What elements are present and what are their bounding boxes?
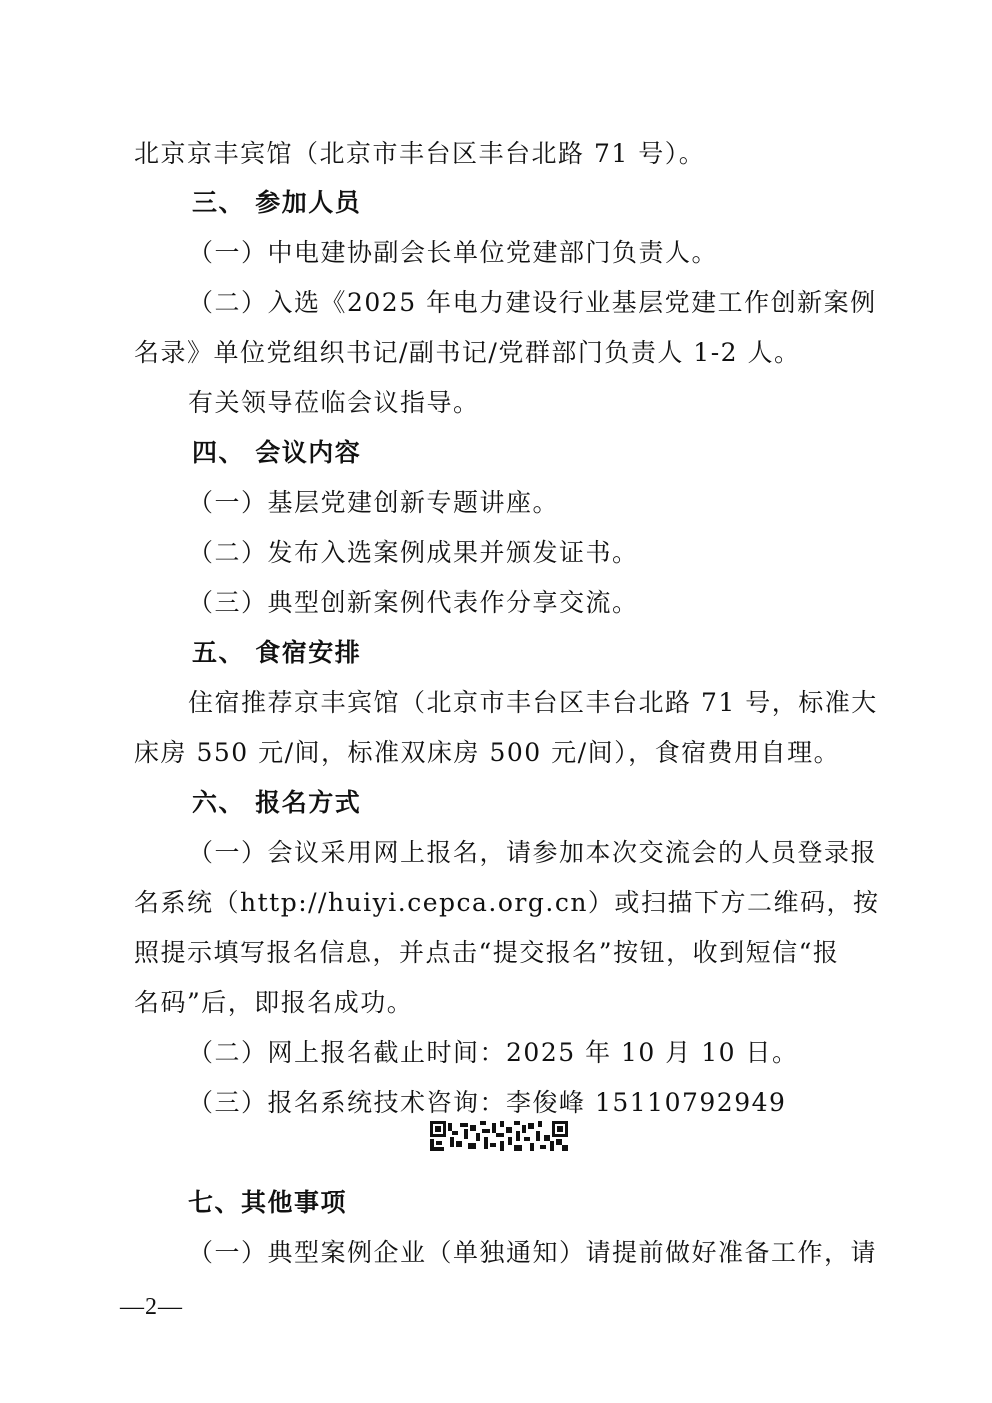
content-item-1: （一）基层党建创新专题讲座。 [188,488,560,517]
qr-code-icon[interactable] [430,1121,568,1151]
participants-item-2: （二）入选《2025 年电力建设行业基层党建工作创新案例 [188,288,877,317]
section-heading-other-matters: 七、其他事项 [188,1188,348,1217]
section-heading-registration: 六、 报名方式 [192,788,362,817]
page-number: —2— [120,1294,183,1320]
venue-line: 北京京丰宾馆（北京市丰台区丰台北路 71 号）。 [134,139,706,168]
section-heading-content: 四、 会议内容 [192,438,362,467]
section-heading-accommodation: 五、 食宿安排 [192,638,362,667]
other-matters-item-1: （一）典型案例企业（单独通知）请提前做好准备工作，请 [188,1238,878,1267]
section-heading-participants: 三、 参加人员 [192,188,362,217]
leaders-attend-line: 有关领导莅临会议指导。 [188,388,480,417]
registration-item-1-url-line: 名系统（http://huiyi.cepca.org.cn）或扫描下方二维码，按 [134,888,880,917]
accommodation-line-2: 床房 550 元/间，标准双床房 500 元/间），食宿费用自理。 [134,738,841,767]
registration-item-1-line-4: 名码”后，即报名成功。 [134,988,414,1017]
registration-deadline: （二）网上报名截止时间：2025 年 10 月 10 日。 [188,1038,799,1067]
content-item-3: （三）典型创新案例代表作分享交流。 [188,588,639,617]
content-item-2: （二）发布入选案例成果并颁发证书。 [188,538,639,567]
accommodation-line-1: 住宿推荐京丰宾馆（北京市丰台区丰台北路 71 号，标准大 [188,688,878,717]
registration-item-1-line-3: 照提示填写报名信息，并点击“提交报名”按钮，收到短信“报 [134,938,840,967]
registration-item-1: （一）会议采用网上报名，请参加本次交流会的人员登录报 [188,838,878,867]
participants-item-1: （一）中电建协副会长单位党建部门负责人。 [188,238,719,267]
participants-item-2-continued: 名录》单位党组织书记/副书记/党群部门负责人 1-2 人。 [134,338,801,367]
registration-tech-support: （三）报名系统技术咨询：李俊峰 15110792949 [188,1088,787,1117]
